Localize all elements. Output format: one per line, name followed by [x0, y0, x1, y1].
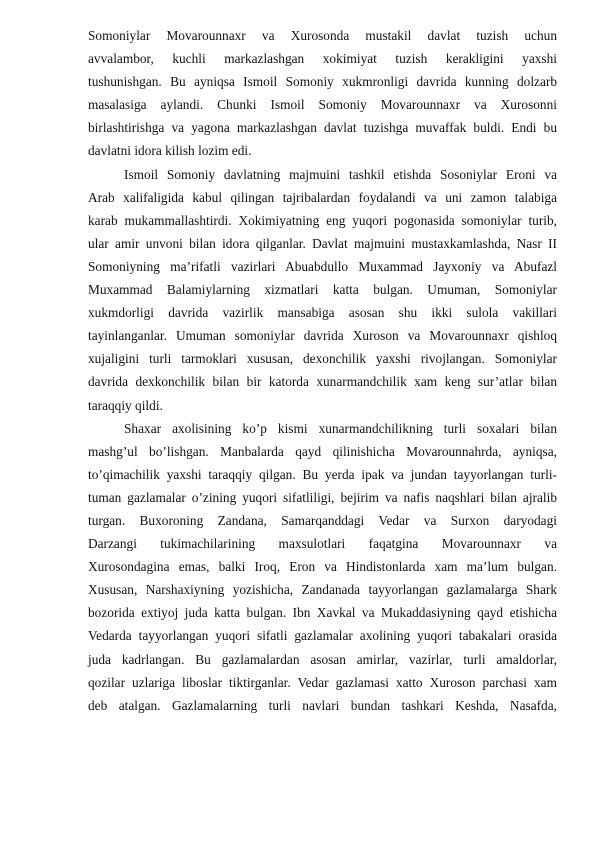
text-line: avvalambor, kuchli markazlashgan xokimiyat tuzish kerakligini yaxshi	[88, 51, 557, 67]
text-line: xukmdorligi davrida vazirlik mansabiga asosan shu ikki sulola vakillari	[88, 305, 557, 321]
paragraph-2	[88, 163, 557, 417]
text-line: karab mukammallashtirdi. Xokimiyatning eng yuqori pogonasida somoniylar turib,	[88, 212, 557, 228]
text-line: Darzangi tukimachilarining maxsulotlari faqatgina Movarounnaxr va	[88, 536, 557, 552]
text-line: Shaxar axolisining ko’p kismi xunarmandchilikning turli soxalari bilan	[124, 420, 557, 436]
text-line: tuman gazlamalar o’zining yuqori sifatliligi, bejirim va nafis naqshlari bilan ajralib	[88, 489, 557, 505]
text-line: Xurosondagina emas, balki Iroq, Eron va Hindistonlarda xam ma’lum bulgan.	[88, 559, 557, 575]
text-line: davlatni idora kilish lozim edi.	[88, 143, 252, 159]
text-line: Muxammad Balamiylarning xizmatlari katta bulgan. Umuman, Somoniylar	[88, 282, 557, 298]
text-line: Somoniyning ma’rifatli vazirlari Abuabdullo Muxammad Jayxoniy va Abufazl	[88, 258, 557, 274]
text-line: mashg’ul bo’lishgan. Manbalarda qayd qilinishicha Movarounnahrda, ayniqsa,	[88, 443, 557, 459]
text-line: deb atalgan. Gazlamalarning turli navlari bundan tashkari Keshda, Nasafda,	[88, 697, 557, 713]
text-line: davrida dexkonchilik bilan bir katorda xunarmandchilik xam keng sur’atlar bilan	[88, 374, 557, 390]
text-line: turgan. Buxoroning Zandana, Samarqanddagi Vedar va Surxon daryodagi	[88, 512, 557, 528]
text-line: to’qimachilik yaxshi taraqqiy qilgan. Bu yerda ipak va jundan tayyorlangan turli-	[88, 466, 557, 482]
text-line: Xususan, Narshaxiyning yozishicha, Zandanada tayyorlangan gazlamalarga Shark	[88, 582, 557, 598]
text-line: tushunishgan. Bu ayniqsa Ismoil Somoniy xukmronligi davrida kunning dolzarb	[88, 74, 557, 90]
text-line: birlashtirishga va yagona markazlashgan davlat tuzishga muvaffak buldi. Endi bu	[88, 120, 557, 136]
text-line: xujaligini turli tarmoklari xususan, dexonchilik yaxshi rivojlangan. Somoniylar	[88, 351, 557, 367]
text-line: taraqqiy qildi.	[88, 397, 163, 413]
text-line: ular amir unvoni bilan idora qilganlar. Davlat majmuini mustaxkamlashda, Nasr II	[88, 235, 557, 251]
paragraph-3	[88, 417, 557, 717]
text-line: Ismoil Somoniy davlatning majmuini tashkil etishda Sosoniylar Eroni va	[124, 166, 557, 182]
body-text	[88, 24, 557, 717]
text-line: Vedarda tayyorlangan yuqori sifatli gazlamalar axolining yuqori tabakalari orasida	[88, 628, 557, 644]
text-line: Arab xalifaligida kabul qilingan tajribalardan foydalandi va uni zamon talabiga	[88, 189, 557, 205]
text-line: masalasiga aylandi. Chunki Ismoil Somoniy Movarounnaxr va Xurosonni	[88, 97, 557, 113]
text-line: Somoniylar Movarounnaxr va Xurosonda mustakil davlat tuzish uchun	[88, 28, 557, 43]
text-line: tayinlanganlar. Umuman somoniylar davrida Xuroson va Movarounnaxr qishloq	[88, 328, 557, 344]
text-line: qozilar uzlariga liboslar tiktirganlar. Vedar gazlamasi xatto Xuroson parchasi xam	[88, 674, 557, 690]
paragraph-1	[88, 24, 557, 163]
text-line: bozorida extiyoj juda katta bulgan. Ibn Xavkal va Mukaddasiyning qayd etishicha	[88, 605, 557, 621]
text-line: juda kadrlangan. Bu gazlamalardan asosan amirlar, vazirlar, turli amaldorlar,	[88, 651, 557, 667]
